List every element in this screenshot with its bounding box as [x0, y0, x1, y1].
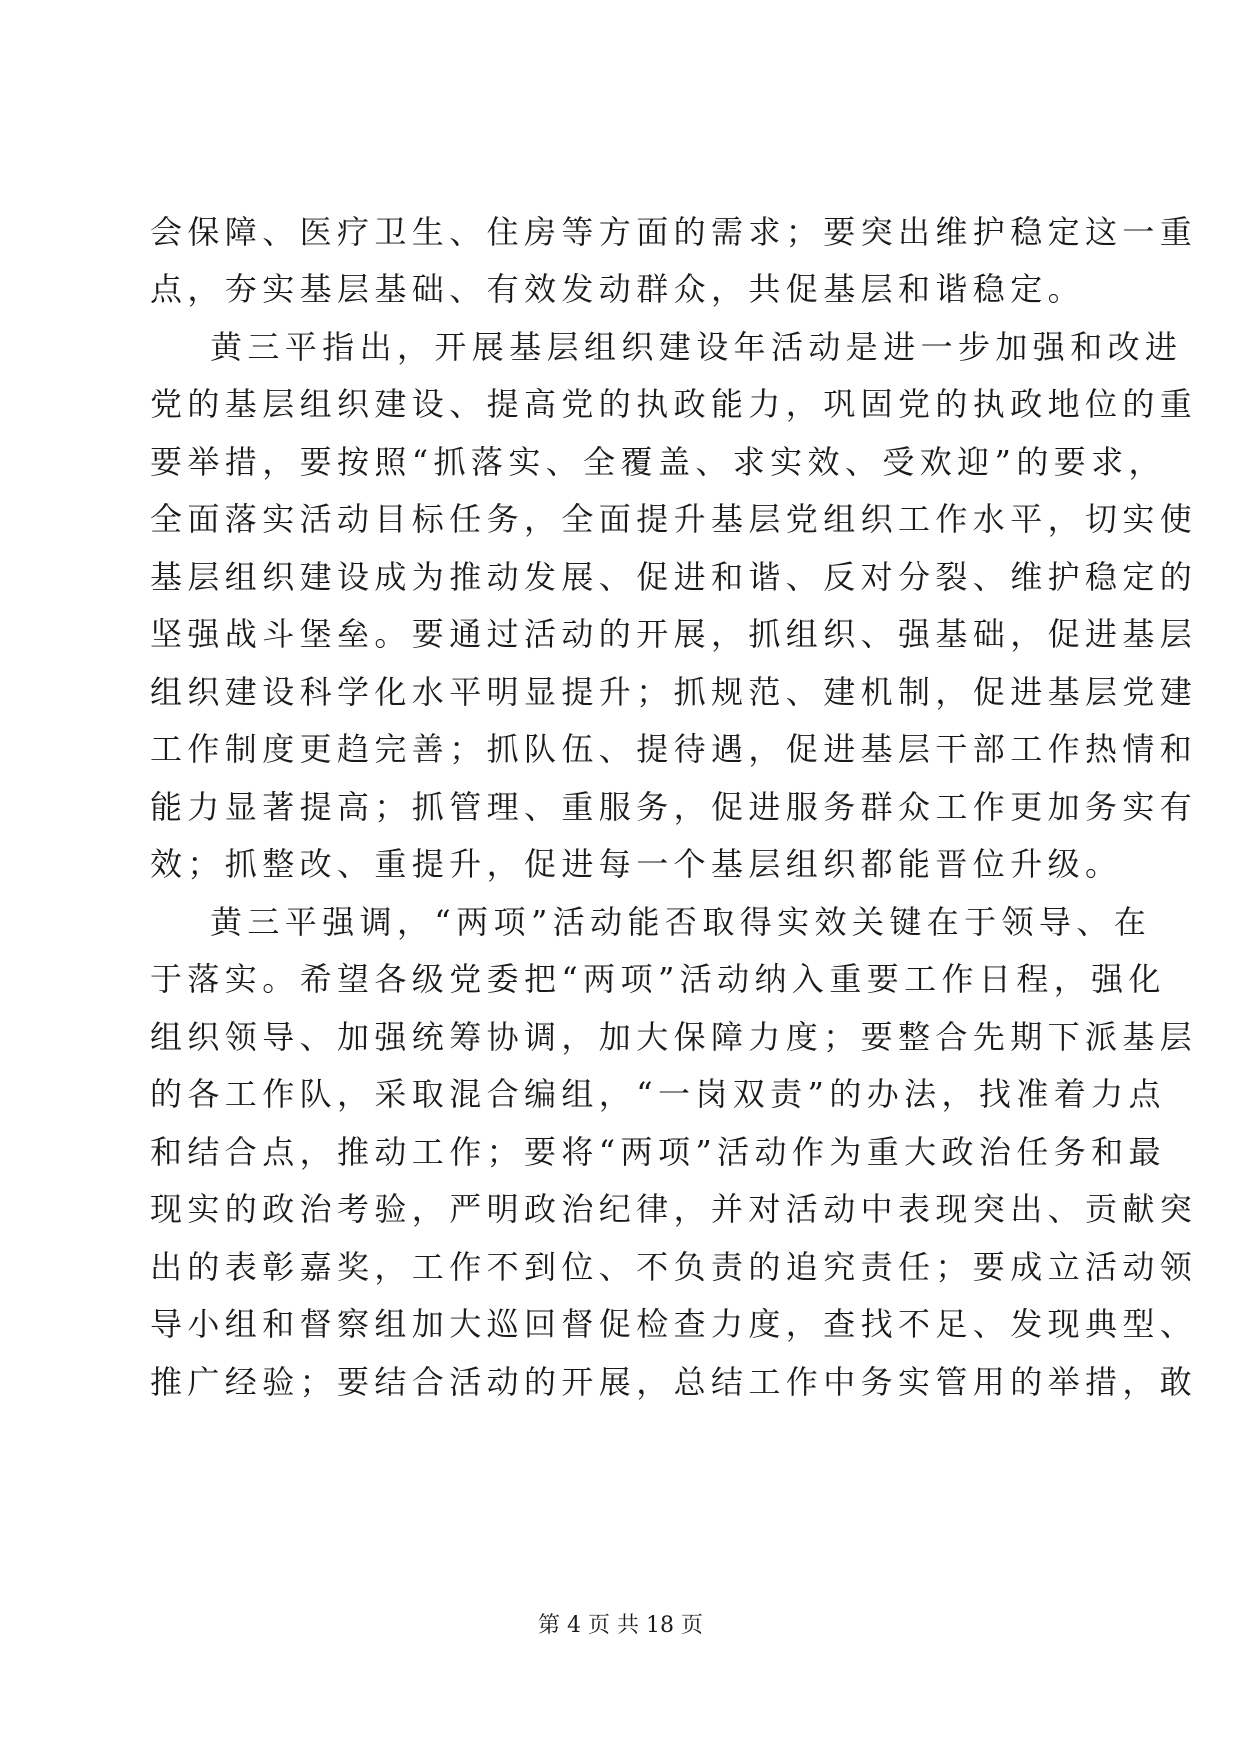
paragraph-first-line: 黄三平强调，“两项”活动能否取得实效关键在于领导、在: [210, 903, 1152, 941]
text-line: 出的表彰嘉奖，工作不到位、不负责的追究责任；要成立活动领: [150, 1248, 1198, 1286]
text-line: 于落实。希望各级党委把“两项”活动纳入重要工作日程，强化: [150, 960, 1166, 998]
text-line: 要举措，要按照“抓落实、全覆盖、求实效、受欢迎”的要求，: [150, 443, 1166, 481]
text-line: 导小组和督察组加大巡回督促检查力度，查找不足、发现典型、: [150, 1305, 1198, 1343]
text-line: 现实的政治考验，严明政治纪律，并对活动中表现突出、贡献突: [150, 1190, 1198, 1228]
text-line: 点，夯实基层基础、有效发动群众，共促基层和谐稳定。: [150, 270, 1086, 308]
text-line: 组织建设科学化水平明显提升；抓规范、建机制，促进基层党建: [150, 673, 1198, 711]
text-line: 和结合点，推动工作；要将“两项”活动作为重大政治任务和最: [150, 1133, 1166, 1171]
text-line: 基层组织建设成为推动发展、促进和谐、反对分裂、维护稳定的: [150, 558, 1198, 596]
text-line: 党的基层组织建设、提高党的执政能力，巩固党的执政地位的重: [150, 385, 1198, 423]
text-line: 坚强战斗堡垒。要通过活动的开展，抓组织、强基础，促进基层: [150, 615, 1198, 653]
paragraph-first-line: 黄三平指出，开展基层组织建设年活动是进一步加强和改进: [210, 328, 1183, 366]
text-line: 效；抓整改、重提升，促进每一个基层组织都能晋位升级。: [150, 845, 1123, 883]
text-line: 工作制度更趋完善；抓队伍、提待遇，促进基层干部工作热情和: [150, 730, 1198, 768]
text-line: 的各工作队，采取混合编组，“一岗双责”的办法，找准着力点: [150, 1075, 1166, 1113]
page-number-footer: 第 4 页 共 18 页: [538, 1613, 703, 1638]
text-line: 全面落实活动目标任务，全面提升基层党组织工作水平，切实使: [150, 500, 1198, 538]
text-line: 推广经验；要结合活动的开展，总结工作中务实管用的举措，敢: [150, 1363, 1198, 1401]
text-line: 能力显著提高；抓管理、重服务，促进服务群众工作更加务实有: [150, 788, 1198, 826]
text-line: 组织领导、加强统筹协调，加大保障力度；要整合先期下派基层: [150, 1018, 1198, 1056]
text-line: 会保障、医疗卫生、住房等方面的需求；要突出维护稳定这一重: [150, 213, 1198, 251]
